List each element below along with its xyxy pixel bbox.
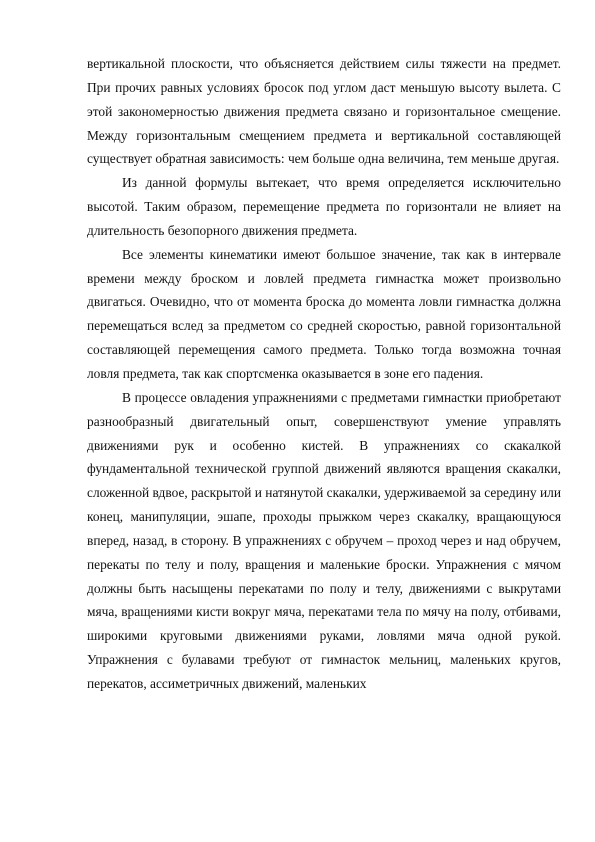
paragraph-4: В процессе овладения упражнениями с предметами гимнастки приобретают разнообразный двигательный опыт, совершенствуют умение управлять движениями рук и особенно кистей. В упражнениях со скакалкой фундаментальной технической группой движений являются вращения скакалки, сложенной вдвое, раскрытой и натянутой скакалки, удерживаемой за середину или конец, манипуляции, эшапе, проходы прыжком через скакалку, вращающуюся вперед, назад, в сторону. В упражнениях с обручем – проход через и над обручем, перекаты по телу и полу, вращения и маленькие броски. Упражнения с мячом должны быть насыщены перекатами по полу и телу, движениями с выкрутами мяча, вращениями кисти вокруг мяча, перекатами тела по мячу на полу, отбивами, широкими круговыми движениями руками, ловлями мяча одной рукой. Упражнения с булавами требуют от гимнасток мельниц, маленьких кругов, перекатов, ассиметричных движений, маленьких <box>87 389 561 691</box>
document-page <box>87 52 561 696</box>
paragraph-2: Из данной формулы вытекает, что время определяется исключительно высотой. Таким образом, перемещение предмета по горизонтали не влияет на длительность безопорного движения предмета. <box>87 175 561 238</box>
paragraph-1: вертикальной плоскости, что объясняется действием силы тяжести на предмет. При прочих равных условиях бросок под углом даст меньшую высоту вылета. С этой закономерностью движения предмета связано и горизонтальное смещение. Между горизонтальным смещением предмета и вертикальной составляющей существует обратная зависимость: чем больше одна величина, тем меньше другая. <box>87 56 561 167</box>
paragraph-3: Все элементы кинематики имеют большое значение, так как в интервале времени между броском и ловлей предмета гимнастка может произвольно двигаться. Очевидно, что от момента броска до момента ловли гимнастка должна перемещаться вслед за предметом со средней скоростью, равной горизонтальной составляющей перемещения самого предмета. Только тогда возможна точная ловля предмета, так как спортсменка оказывается в зоне его падения. <box>87 246 561 381</box>
